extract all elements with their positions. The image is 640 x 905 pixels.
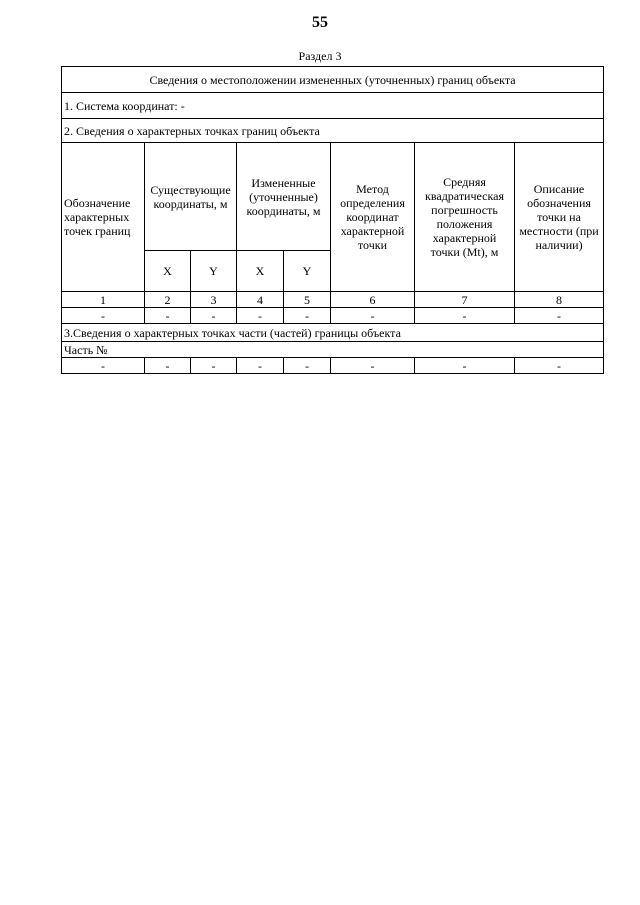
table-cell: - bbox=[191, 308, 237, 324]
table-cell: - bbox=[515, 358, 604, 374]
table-cell: - bbox=[331, 308, 415, 324]
column-number: 8 bbox=[515, 292, 604, 308]
table-cell: - bbox=[145, 358, 191, 374]
part-number-row: Часть № bbox=[62, 342, 604, 358]
header-y-changed: Y bbox=[284, 251, 331, 292]
coord-system-row: 1. Система координат: - bbox=[62, 93, 604, 119]
header-designation: Обозначение характерных точек границ bbox=[62, 143, 145, 292]
header-x-changed: X bbox=[237, 251, 284, 292]
table-cell: - bbox=[237, 308, 284, 324]
header-error: Средняя квадратическая погрешность положения характерной точки (Mt), м bbox=[415, 143, 515, 292]
table-cell: - bbox=[515, 308, 604, 324]
table-cell: - bbox=[284, 358, 331, 374]
header-method: Метод определения координат характерной точки bbox=[331, 143, 415, 292]
table-cell: - bbox=[415, 308, 515, 324]
column-number: 6 bbox=[331, 292, 415, 308]
table-cell: - bbox=[415, 358, 515, 374]
table-row bbox=[62, 308, 604, 324]
table-row bbox=[62, 358, 604, 374]
table-cell: - bbox=[191, 358, 237, 374]
column-number: 4 bbox=[237, 292, 284, 308]
header-x-existing: X bbox=[145, 251, 191, 292]
parts-heading-row: 3.Сведения о характерных точках части (частей) границы объекта bbox=[62, 324, 604, 342]
page-number: 55 bbox=[312, 14, 328, 31]
header-y-existing: Y bbox=[191, 251, 237, 292]
table-cell: - bbox=[145, 308, 191, 324]
table-cell: - bbox=[62, 308, 145, 324]
column-number: 2 bbox=[145, 292, 191, 308]
boundary-table bbox=[61, 66, 604, 374]
table-cell: - bbox=[237, 358, 284, 374]
table-cell: - bbox=[284, 308, 331, 324]
column-number: 5 bbox=[284, 292, 331, 308]
points-heading-row: 2. Сведения о характерных точках границ объекта bbox=[62, 119, 604, 143]
section-title: Раздел 3 bbox=[298, 49, 342, 63]
header-description: Описание обозначения точки на местности (при наличии) bbox=[515, 143, 604, 292]
column-number: 1 bbox=[62, 292, 145, 308]
column-number: 7 bbox=[415, 292, 515, 308]
header-changed-coords: Измененные (уточненные) координаты, м bbox=[237, 143, 331, 251]
column-number: 3 bbox=[191, 292, 237, 308]
table-cell: - bbox=[62, 358, 145, 374]
table-cell: - bbox=[331, 358, 415, 374]
table-title: Сведения о местоположении измененных (уточненных) границ объекта bbox=[62, 67, 604, 93]
column-numbers-row bbox=[62, 292, 604, 308]
header-existing-coords: Существующие координаты, м bbox=[145, 143, 237, 251]
